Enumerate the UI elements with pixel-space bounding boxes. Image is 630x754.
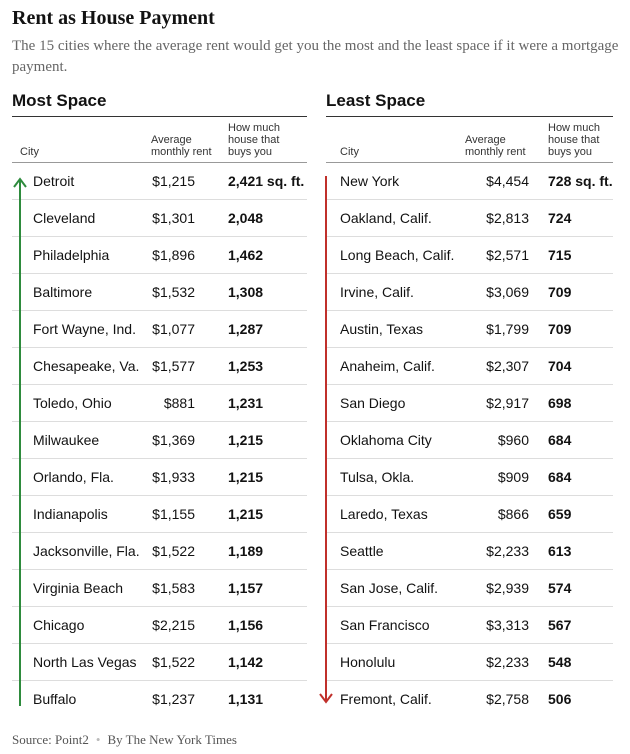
city-cell: Austin, Texas	[340, 321, 424, 337]
rent-cell: $1,896	[152, 247, 195, 263]
house-space-cell: 715	[548, 247, 572, 263]
rent-cell: $2,233	[486, 654, 529, 670]
table-header	[12, 117, 307, 163]
table-row	[326, 681, 613, 717]
city-cell: Fremont, Calif.	[340, 691, 432, 707]
table-row	[326, 200, 613, 237]
table-row	[326, 274, 613, 311]
house-space-cell: 1,215	[228, 469, 264, 485]
byline: By The New York Times	[107, 732, 237, 747]
header-rent: Average monthly rent	[151, 134, 212, 158]
rent-cell: $2,215	[152, 617, 195, 633]
rent-cell: $2,939	[486, 580, 529, 596]
source-note: Source: Point2	[12, 732, 89, 747]
table-row	[12, 163, 307, 200]
table-row	[12, 570, 307, 607]
house-space-cell: 567	[548, 617, 572, 633]
house-space-cell: 613	[548, 543, 572, 559]
chart-title: Rent as House Payment	[12, 7, 215, 29]
city-cell: San Francisco	[340, 617, 430, 633]
house-space-cell: 684	[548, 432, 572, 448]
city-cell: Long Beach, Calif.	[340, 247, 455, 263]
house-space-cell: 698	[548, 395, 572, 411]
most-space-up-arrow-icon	[13, 176, 27, 710]
city-cell: Detroit	[33, 173, 75, 189]
city-cell: Toledo, Ohio	[33, 395, 112, 411]
most-space-rows	[12, 163, 307, 717]
header-city: City	[20, 146, 39, 158]
house-space-cell: 2,048	[228, 210, 264, 226]
city-cell: Philadelphia	[33, 247, 110, 263]
city-cell: North Las Vegas	[33, 654, 137, 670]
city-cell: Chicago	[33, 617, 85, 633]
table-row	[326, 459, 613, 496]
rent-cell: $1,532	[152, 284, 195, 300]
city-cell: San Diego	[340, 395, 406, 411]
rent-cell: $2,813	[486, 210, 529, 226]
table-row	[12, 496, 307, 533]
house-space-cell: 1,156	[228, 617, 264, 633]
house-space-cell: 709	[548, 321, 572, 337]
house-space-cell: 659	[548, 506, 572, 522]
house-space-cell: 684	[548, 469, 572, 485]
city-cell: Orlando, Fla.	[33, 469, 114, 485]
rent-cell: $1,237	[152, 691, 195, 707]
city-cell: Oakland, Calif.	[340, 210, 432, 226]
rent-cell: $1,522	[152, 654, 195, 670]
table-row	[12, 681, 307, 717]
city-cell: Cleveland	[33, 210, 96, 226]
house-space-cell: 506	[548, 691, 572, 707]
rent-cell: $866	[497, 506, 529, 522]
house-space-cell: 574	[548, 580, 572, 596]
city-cell: Anaheim, Calif.	[340, 358, 435, 374]
header-space: How much house that buys you	[228, 122, 280, 158]
table-row	[12, 644, 307, 681]
table-row	[326, 385, 613, 422]
least-space-table	[326, 116, 613, 717]
rent-cell: $3,069	[486, 284, 529, 300]
rent-cell: $1,369	[152, 432, 195, 448]
least-space-panel	[326, 90, 613, 717]
house-space-cell: 2,421 sq. ft.	[228, 173, 305, 189]
table-row	[326, 348, 613, 385]
chart-subtitle: The 15 cities where the average rent would get you the most and the least space if it were a mortgage payment.	[12, 38, 619, 75]
panel-title-least-space: Least Space	[326, 91, 426, 110]
rent-cell: $881	[163, 395, 195, 411]
table-row	[326, 644, 613, 681]
table-row	[326, 163, 613, 200]
house-space-cell: 728 sq. ft.	[548, 173, 613, 189]
house-space-cell: 724	[548, 210, 572, 226]
separator-dot-icon: •	[95, 732, 101, 747]
city-cell: Indianapolis	[33, 506, 108, 522]
house-space-cell: 1,215	[228, 506, 264, 522]
table-row	[12, 311, 307, 348]
city-cell: Chesapeake, Va.	[33, 358, 140, 374]
table-row	[12, 607, 307, 644]
header-space: How much house that buys you	[548, 122, 600, 158]
city-cell: Irvine, Calif.	[340, 284, 414, 300]
rent-cell: $1,577	[152, 358, 195, 374]
rent-cell: $1,215	[152, 173, 195, 189]
city-cell: Tulsa, Okla.	[340, 469, 415, 485]
city-cell: Fort Wayne, Ind.	[33, 321, 136, 337]
rent-cell: $1,301	[152, 210, 195, 226]
house-space-cell: 1,308	[228, 284, 264, 300]
header-city: City	[340, 146, 359, 158]
house-space-cell: 1,131	[228, 691, 264, 707]
table-row	[326, 533, 613, 570]
table-row	[326, 422, 613, 459]
table-row	[12, 385, 307, 422]
rent-cell: $3,313	[486, 617, 529, 633]
footer	[12, 732, 237, 748]
rent-cell: $2,571	[486, 247, 529, 263]
house-space-cell: 1,287	[228, 321, 264, 337]
city-cell: Milwaukee	[33, 432, 100, 448]
table-row	[12, 274, 307, 311]
rent-cell: $2,917	[486, 395, 529, 411]
rent-cell: $909	[497, 469, 529, 485]
house-space-cell: 1,189	[228, 543, 264, 559]
most-space-panel	[12, 90, 307, 717]
rent-cell: $2,307	[486, 358, 529, 374]
rent-cell: $1,155	[152, 506, 195, 522]
least-space-down-arrow-icon	[319, 176, 333, 710]
city-cell: New York	[340, 173, 400, 189]
table-row	[326, 607, 613, 644]
city-cell: Laredo, Texas	[340, 506, 428, 522]
city-cell: Buffalo	[33, 691, 77, 707]
rent-cell: $1,799	[486, 321, 529, 337]
most-space-table	[12, 116, 307, 717]
least-space-rows	[326, 163, 613, 717]
rent-cell: $1,583	[152, 580, 195, 596]
table-row	[326, 311, 613, 348]
table-header	[326, 117, 613, 163]
rent-cell: $4,454	[486, 173, 529, 189]
house-space-cell: 1,253	[228, 358, 264, 374]
house-space-cell: 704	[548, 358, 572, 374]
house-space-cell: 1,462	[228, 247, 264, 263]
city-cell: Oklahoma City	[340, 432, 432, 448]
table-row	[12, 533, 307, 570]
house-space-cell: 1,157	[228, 580, 264, 596]
city-cell: Honolulu	[340, 654, 396, 670]
table-row	[12, 422, 307, 459]
table-row	[326, 237, 613, 274]
rent-cell: $2,758	[486, 691, 529, 707]
header-rent: Average monthly rent	[465, 134, 526, 158]
house-space-cell: 1,231	[228, 395, 264, 411]
rent-cell: $1,077	[152, 321, 195, 337]
table-row	[12, 348, 307, 385]
table-row	[12, 459, 307, 496]
table-row	[12, 200, 307, 237]
house-space-cell: 709	[548, 284, 572, 300]
rent-cell: $2,233	[486, 543, 529, 559]
table-row	[326, 570, 613, 607]
city-cell: Baltimore	[33, 284, 93, 300]
table-row	[326, 496, 613, 533]
house-space-cell: 1,215	[228, 432, 264, 448]
table-row	[12, 237, 307, 274]
rent-cell: $960	[497, 432, 529, 448]
rent-cell: $1,522	[152, 543, 195, 559]
rent-cell: $1,933	[152, 469, 195, 485]
house-space-cell: 1,142	[228, 654, 264, 670]
city-cell: Seattle	[340, 543, 384, 559]
city-cell: Virginia Beach	[33, 580, 124, 596]
house-space-cell: 548	[548, 654, 572, 670]
city-cell: San Jose, Calif.	[340, 580, 439, 596]
panel-title-most-space: Most Space	[12, 91, 107, 110]
city-cell: Jacksonville, Fla.	[33, 543, 140, 559]
